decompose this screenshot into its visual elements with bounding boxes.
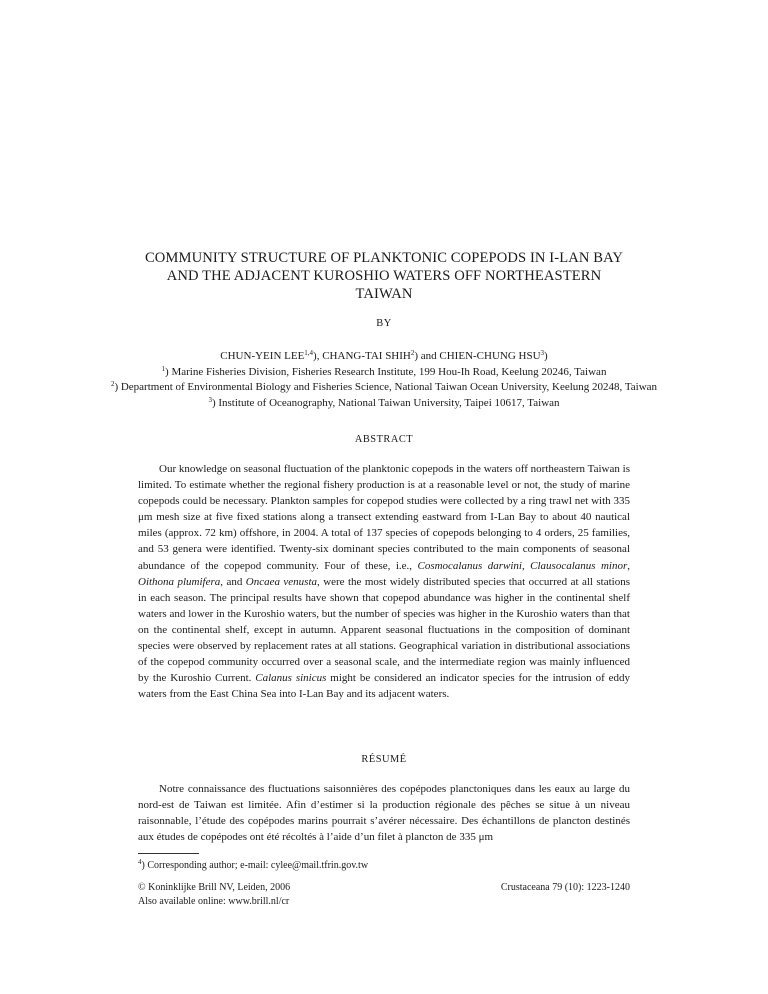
- title-line: COMMUNITY STRUCTURE OF PLANKTONIC COPEPODS IN I-LAN BAY: [144, 250, 624, 266]
- abstract-heading: ABSTRACT: [354, 434, 414, 445]
- species-name: Clausocalanus minor: [530, 559, 628, 572]
- affiliation-list: [100, 365, 668, 411]
- author-marks: 2: [410, 349, 415, 357]
- author-name: CHUN-YEIN LEE: [220, 350, 305, 362]
- affiliation-mark: 1: [161, 365, 166, 373]
- author-name: CHIEN-CHUNG HSU: [439, 350, 541, 362]
- author-list: CHUN-YEIN LEE$^{1,4}$), CHANG-TAI SHIH$^2$) and CHIEN-CHUNG HSU$^3$): [220, 349, 548, 362]
- species-name: Oithona plumifera: [138, 575, 221, 588]
- title-line: TAIWAN: [355, 286, 413, 302]
- journal-citation: Crustaceana 79 (10): 1223-1240: [500, 882, 630, 893]
- footnote: [138, 859, 630, 873]
- footnote-text: ) Corresponding author; e-mail: cylee@mail.tfrin.gov.tw: [141, 860, 369, 871]
- footnote-divider: [138, 853, 199, 854]
- affiliation-text: ) Department of Environmental Biology and Fisheries Science, National Taiwan Ocean University, Keelung 20248, Taiwan: [114, 381, 658, 394]
- affiliation: [100, 365, 668, 380]
- author-name: CHANG-TAI SHIH: [322, 350, 411, 362]
- affiliation-mark: 3: [208, 395, 212, 404]
- publisher-info: [138, 881, 290, 908]
- footnote-mark: 4: [138, 858, 142, 866]
- affiliation-text: ) Institute of Oceanography, National Taiwan University, Taipei 10617, Taiwan: [211, 396, 560, 409]
- affiliation-text: ) Marine Fisheries Division, Fisheries Research Institute, 199 Hou-Ih Road, Keelung 20246, Taiwan: [165, 366, 607, 378]
- resume-text: Notre connaissance des fluctuations saisonnières des copépodes planctoniques dans les eaux au large du nord-est de Taiwan est limitée. Afin d’estimer si la production régionale des pêches se situe à un niveau raisonnable, l’étude des copépodes marins pourrait s’avérer nécessaire. Des échantillons de plancton destinés aux études de copépodes ont été récoltés à l’aide d’un filet à plancton de 335 μm: [138, 783, 630, 844]
- copyright-line: © Koninklijke Brill NV, Leiden, 2006: [138, 882, 291, 893]
- resume-heading: RÉSUMÉ: [361, 754, 407, 765]
- by-label: BY: [376, 318, 392, 329]
- affiliation-mark: 2: [110, 380, 115, 389]
- title-line: AND THE ADJACENT KUROSHIO WATERS OFF NORTHEASTERN: [166, 268, 602, 284]
- species-name: Cosmocalanus darwini: [417, 559, 522, 572]
- author-marks: 3: [540, 349, 545, 357]
- species-name: Calanus sinicus: [255, 672, 327, 685]
- online-availability: Also available online: www.brill.nl/cr: [138, 895, 290, 907]
- abstract-text: Our knowledge on seasonal fluctuation of the planktonic copepods in the waters off northeastern Taiwan is limited. To estimate whether the regional fishery production is at a reasonable level or not, the study of marine copepods could be necessary. Plankton samples for copepod studies were collected by a ring trawl net with 335 μm mesh size at five fixed stations along a transect extending eastward from I-Lan Bay to about 40 nautical miles (approx. 72 km) offshore, in 2004. A total of 137 species of copepods belonging to 4 orders, 25 families, and 53 genera were identified. Twenty-six dominant species contributed to the main components of seasonal abundance of the copepod community. Four of these, i.e., Cosmocalanus darwini, Clausocalanus minor, Oithona plumifera, and Oncaea venusta, were the most widely distributed species that occurred at all stations in each season. The principal results have shown that copepod abundance was higher in the continental shelf waters and lower in the Kuroshio waters, but the number of species was higher in the Kuroshio waters than that on the continental shelf, except in autumn. Apparent seasonal fluctuations in the composition of dominant species were observed by replacement rates at all stations. Geographical variation in distributional associations of the copepod community occurred over a seasonal scale, and the intermediate region was mainly influenced by the Kuroshio Current. Calanus sinicus might be considered an indicator species for the intrusion of eddy waters from the East China Sea into I-Lan Bay and its adjacent waters.: [138, 463, 631, 701]
- author-marks: 1,4: [304, 349, 314, 357]
- species-name: Oncaea venusta: [245, 575, 318, 588]
- affiliation: [100, 396, 668, 411]
- article-title: [140, 249, 628, 303]
- affiliation: [100, 380, 668, 395]
